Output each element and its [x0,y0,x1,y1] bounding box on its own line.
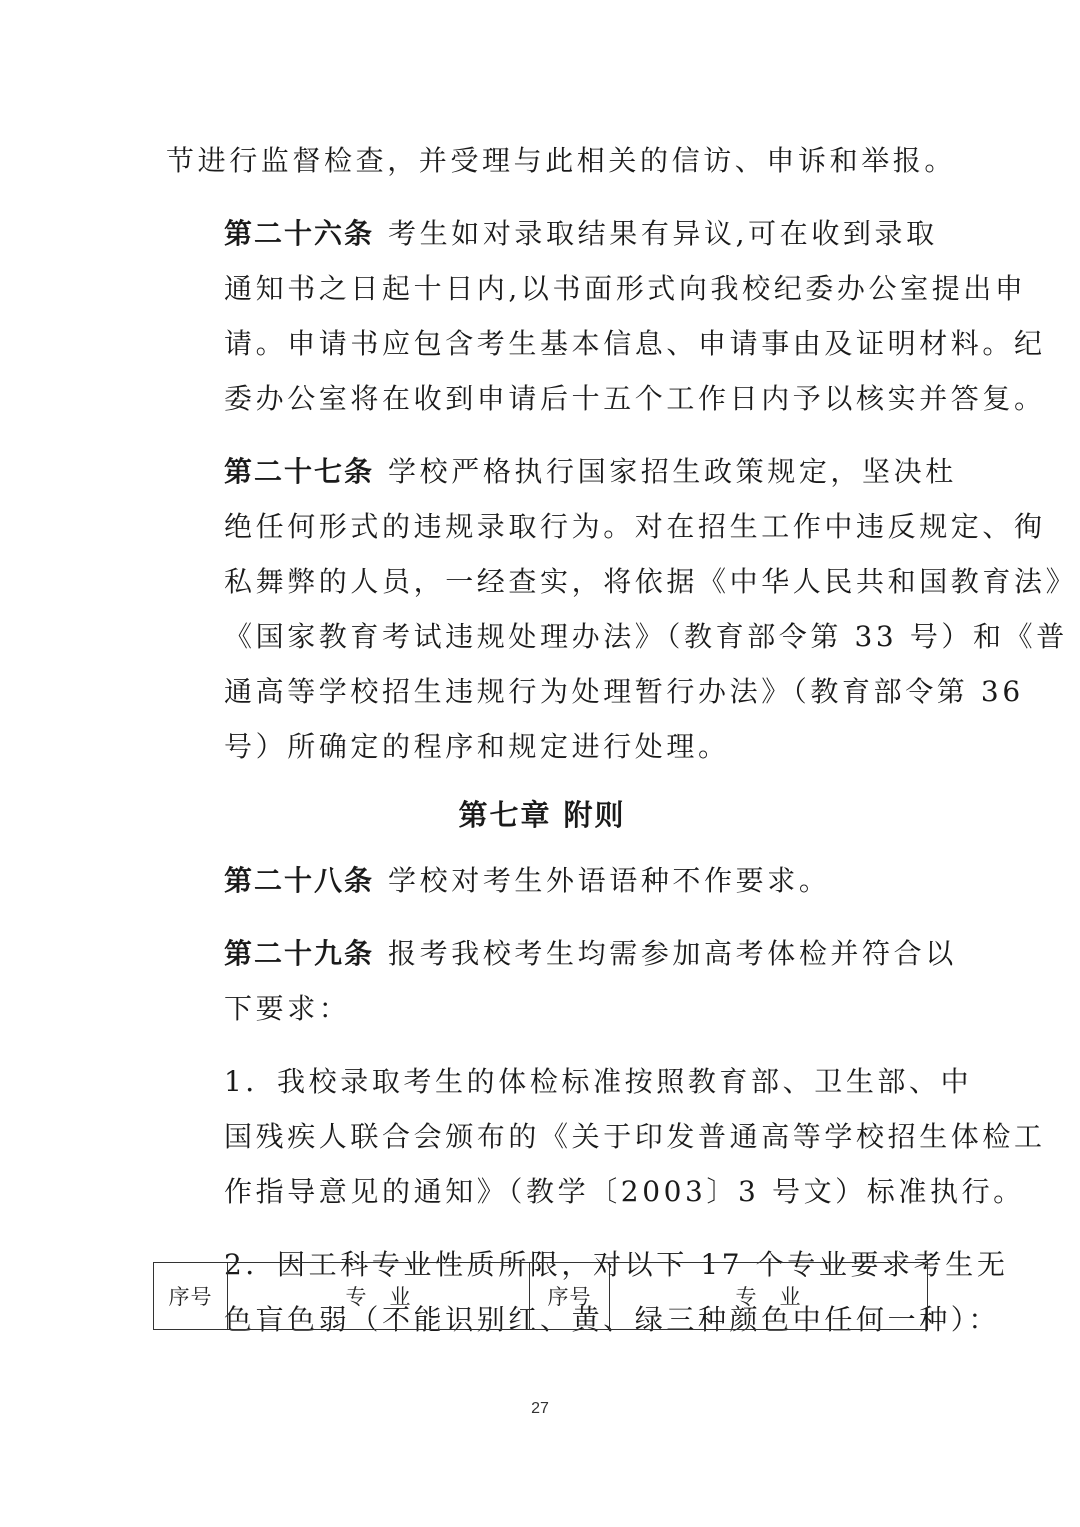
text-line: 报考我校考生均需参加高考体检并符合以 [388,937,957,970]
paragraph-continued [166,133,957,188]
article-27 [166,444,1078,774]
article-29 [166,926,957,1036]
text-line: 通知书之日起十日内,以书面形式向我校纪委办公室提出申 [224,272,1027,305]
text-line: 考生如对录取结果有异议,可在收到录取 [388,217,938,250]
article-label: 第二十九条 [224,937,375,970]
article-label: 第二十七条 [224,455,375,488]
text-line: 绝任何形式的违规录取行为。对在招生工作中违反规定、徇 [224,510,1046,543]
text-line: 私舞弊的人员，一经查实，将依据《中华人民共和国教育法》 [224,565,1078,598]
text-line: 色盲色弱（不能识别红、黄、绿三种颜色中任何一种）： [224,1303,1001,1336]
header-major: 专 业 [228,1263,530,1330]
majors-table-container [153,1262,927,1330]
text-line: 请。申请书应包含考生基本信息、申请事由及证明材料。纪 [224,327,1046,360]
article-28 [166,853,918,908]
document-body [166,133,1078,1365]
text-line: 学校严格执行国家招生政策规定，坚决杜 [388,455,957,488]
text-line: 通高等学校招生违规行为处理暂行办法》（教育部令第 36 [224,675,1024,708]
table-header-row [154,1263,928,1330]
list-item-1 [166,1054,1046,1219]
article-label: 第二十六条 [224,217,375,250]
text-line: 作指导意见的通知》（教学〔2003〕3 号文）标准执行。 [224,1175,1025,1208]
page-number: 27 [531,1400,549,1417]
header-index: 序号 [154,1263,228,1330]
text-line: 1．我校录取考生的体检标准按照教育部、卫生部、中 [224,1065,973,1098]
text-line: 国残疾人联合会颁布的《关于印发普通高等学校招生体检工 [224,1120,1046,1153]
text-line: 号）所确定的程序和规定进行处理。 [224,730,730,763]
article-26 [166,206,1046,426]
article-label: 第二十八条 [224,864,375,897]
text-line: 委办公室将在收到申请后十五个工作日内予以核实并答复。 [224,382,1046,415]
text-line: 下要求： [224,992,351,1025]
header-major: 专 业 [610,1263,928,1330]
text-line: 2．因工科专业性质所限，对以下 17 个专业要求考生无 [224,1248,1009,1281]
header-index: 序号 [530,1263,610,1330]
text-line: 学校对考生外语语种不作要求。 [388,864,831,897]
majors-table [153,1262,928,1330]
text-line: 《国家教育考试违规处理办法》（教育部令第 33 号）和《普 [224,620,1068,653]
text-line: 节进行监督检查，并受理与此相关的信访、申诉和举报。 [166,144,957,177]
chapter-heading: 第七章 附则 [458,798,626,832]
